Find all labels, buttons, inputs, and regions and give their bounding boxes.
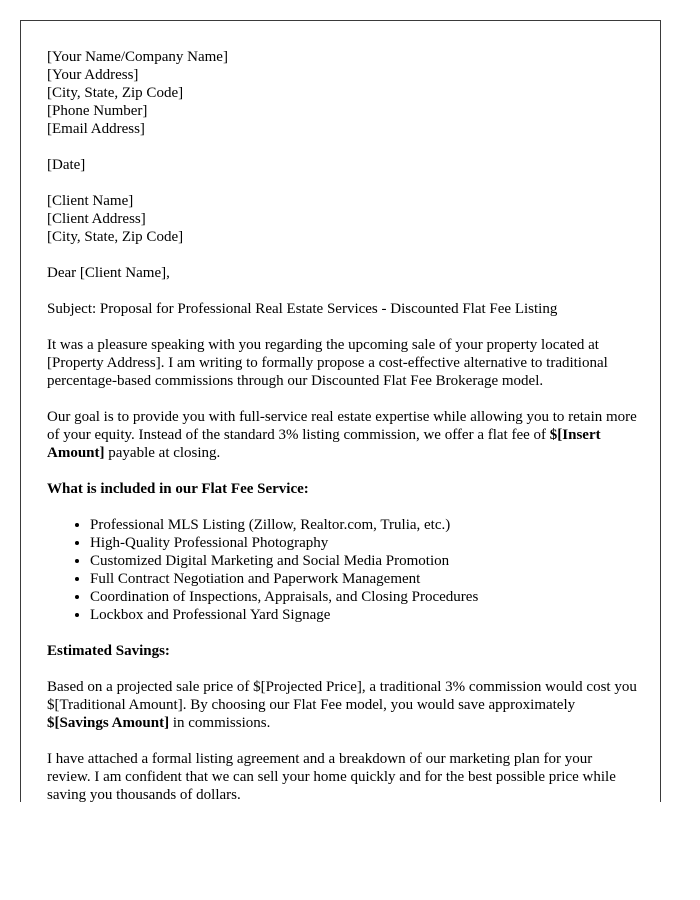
salutation: Dear [Client Name], bbox=[47, 265, 170, 281]
sender-address-line: [Your Address] bbox=[47, 67, 139, 83]
letter-document bbox=[20, 20, 661, 802]
savings-heading: Estimated Savings: bbox=[47, 643, 170, 659]
service-item: • Full Contract Negotiation and Paperwork Management bbox=[90, 570, 640, 588]
sender-email-line: [Email Address] bbox=[47, 121, 145, 137]
goal-text-run-end: payable at closing. bbox=[104, 445, 221, 461]
sender-block bbox=[47, 48, 637, 138]
recipient-name-line: [Client Name] bbox=[47, 193, 134, 209]
service-item: • Professional MLS Listing (Zillow, Realtor.com, Trulia, etc.) bbox=[90, 516, 640, 534]
sender-name-line: [Your Name/Company Name] bbox=[47, 49, 228, 65]
intro-paragraph: It was a pleasure speaking with you regarding the upcoming sale of your property located at [Property Address]. I am writing to formally propose a cost-effective alternative to traditional percentage-based commissions through our Discounted Flat Fee Brokerage model. bbox=[47, 337, 608, 389]
sender-city-line: [City, State, Zip Code] bbox=[47, 85, 184, 101]
service-item: • Lockbox and Professional Yard Signage bbox=[90, 606, 640, 624]
service-item: • High-Quality Professional Photography bbox=[90, 534, 640, 552]
service-item: • Coordination of Inspections, Appraisals, and Closing Procedures bbox=[90, 588, 640, 606]
service-item: • Customized Digital Marketing and Social Media Promotion bbox=[90, 552, 640, 570]
savings-paragraph bbox=[47, 678, 637, 732]
services-heading: What is included in our Flat Fee Service: bbox=[47, 481, 309, 497]
subject-line: Subject: Proposal for Professional Real Estate Services - Discounted Flat Fee Listing bbox=[47, 301, 558, 317]
services-list bbox=[47, 516, 640, 624]
date-line: [Date] bbox=[47, 157, 86, 173]
recipient-address-line: [Client Address] bbox=[47, 211, 146, 227]
savings-amount-placeholder: $[Savings Amount] bbox=[47, 715, 170, 731]
goal-paragraph bbox=[47, 408, 637, 462]
recipient-city-line: [City, State, Zip Code] bbox=[47, 229, 184, 245]
closing-paragraph: I have attached a formal listing agreement and a breakdown of our marketing plan for your review. I am confident that we can sell your home quickly and for the best possible price while saving you thousands of dollars. bbox=[47, 751, 616, 802]
insert-amount-placeholder: $[Insert Amount] bbox=[47, 427, 601, 461]
recipient-block bbox=[47, 192, 637, 246]
goal-text-run: Our goal is to provide you with full-service real estate expertise while allowing you to retain more of your equity. Instead of the standard 3% listing commission, we offer a flat fee of bbox=[47, 409, 637, 443]
savings-text-run-end: in commissions. bbox=[169, 715, 271, 731]
sender-phone-line: [Phone Number] bbox=[47, 103, 148, 119]
savings-text-run: Based on a projected sale price of $[Projected Price], a traditional 3% commission would cost you $[Traditional Amount]. By choosing our Flat Fee model, you would save approximately bbox=[47, 679, 637, 713]
